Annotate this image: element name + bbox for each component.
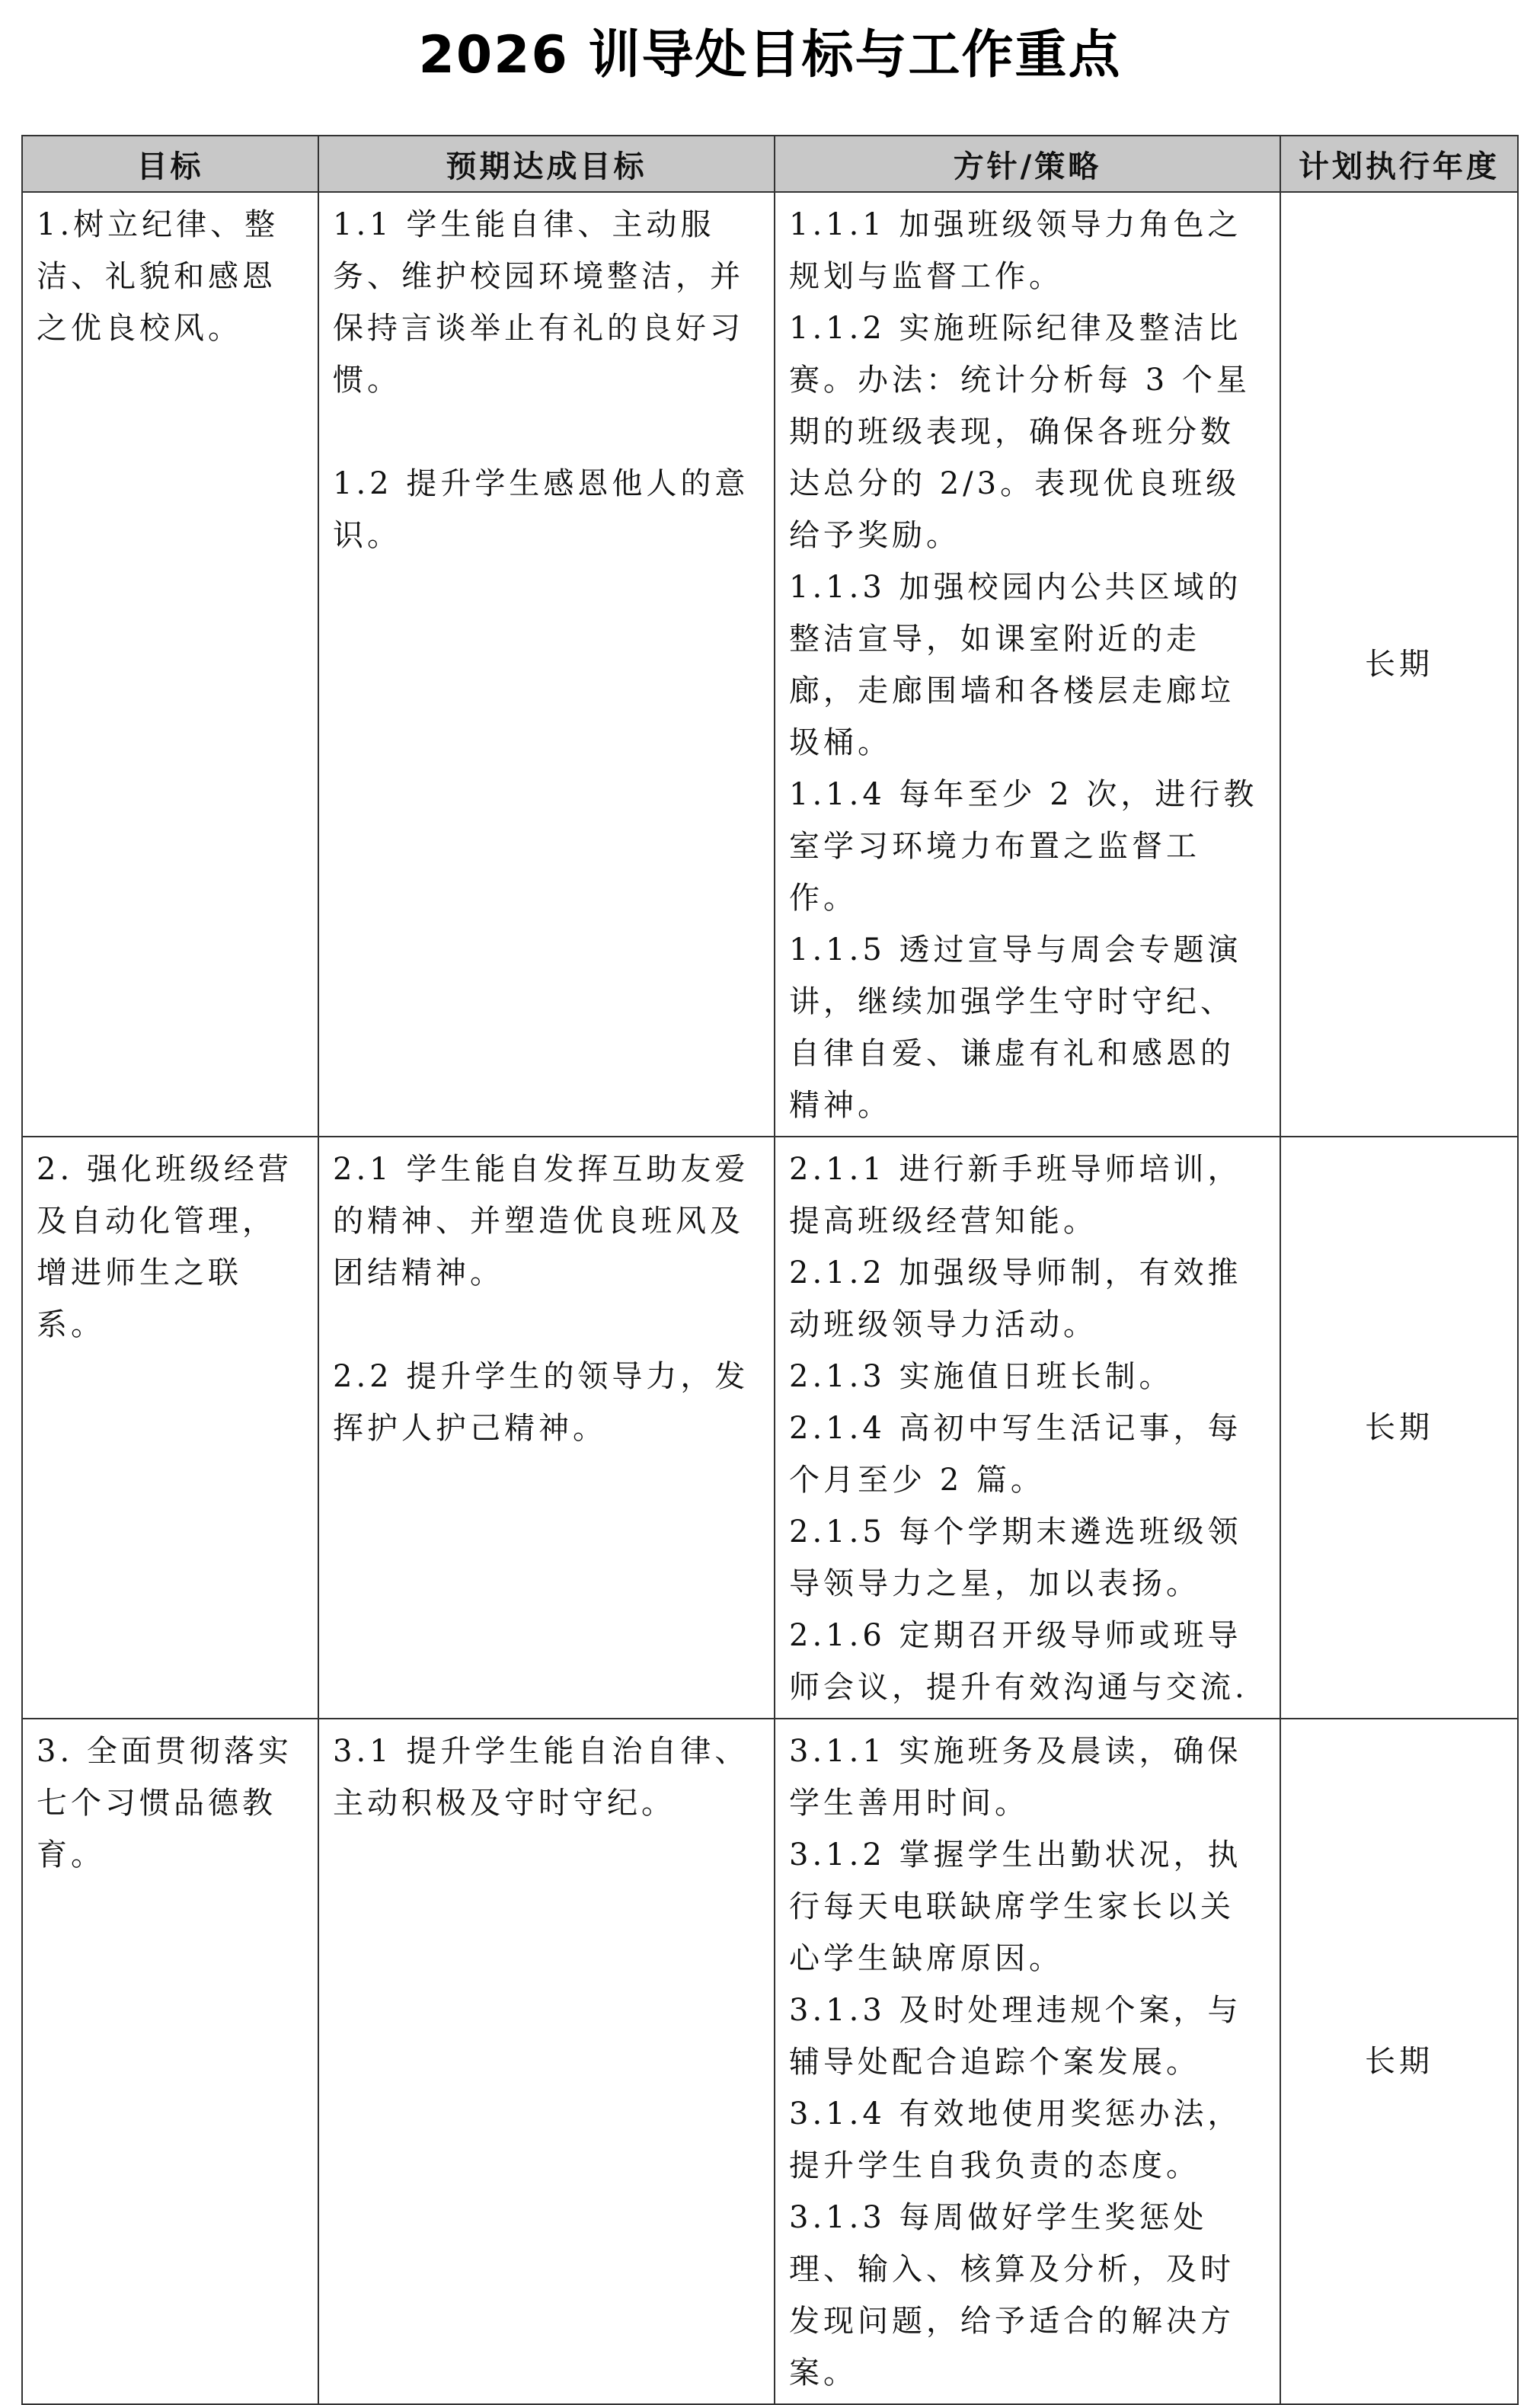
strategy-item: 1.1.1 加强班级领导力角色之规划与监督工作。 [789, 207, 1242, 294]
strategy-item: 2.1.4 高初中写生活记事，每个月至少 2 篇。 [789, 1411, 1242, 1498]
strategy-item: 3.1.2 掌握学生出勤状况，执行每天电联缺席学生家长以关心学生缺席原因。 [789, 1837, 1242, 1976]
strategy-item: 3.1.1 实施班务及晨读，确保学生善用时间。 [789, 1734, 1242, 1821]
expected-cell [318, 1719, 775, 2404]
strategy-item: 3.1.4 有效地使用奖惩办法，提升学生自我负责的态度。 [789, 2096, 1242, 2183]
goals-table [21, 135, 1519, 2405]
strategy-item: 1.1.5 透过宣导与周会专题演讲，继续加强学生守时守纪、自律自爱、谦虚有礼和感恩的精神。 [789, 932, 1242, 1123]
strategy-item: 2.1.3 实施值日班长制。 [789, 1359, 1174, 1394]
header-year: 计划执行年度 [1280, 136, 1518, 192]
expected-item: 3.1 提升学生能自治自律、主动积极及守时守纪。 [333, 1734, 749, 1821]
strategy-item: 3.1.3 及时处理违规个案，与辅导处配合追踪个案发展。 [789, 1993, 1242, 2080]
goal-text: 1.树立纪律、整洁、礼貌和感恩之优良校风。 [37, 207, 280, 346]
strategy-item: 2.1.2 加强级导师制，有效推动班级领导力活动。 [789, 1255, 1242, 1342]
table-row [22, 192, 1518, 1137]
table-header-row [22, 136, 1518, 192]
strategy-cell [775, 1719, 1280, 2404]
expected-cell [318, 1137, 775, 1719]
goal-text: 2. 强化班级经营及自动化管理，增进师生之联系。 [37, 1152, 292, 1342]
table-row [22, 1137, 1518, 1719]
header-strategy: 方针/策略 [775, 136, 1280, 192]
strategy-cell [775, 1137, 1280, 1719]
strategy-item: 2.1.1 进行新手班导师培训，提高班级经营知能。 [789, 1152, 1242, 1239]
goal-cell [22, 1137, 318, 1719]
strategy-item: 3.1.3 每周做好学生奖惩处理、输入、核算及分析，及时发现问题，给予适合的解决方案。 [789, 2200, 1235, 2391]
strategy-cell [775, 192, 1280, 1137]
strategy-item: 2.1.6 定期召开级导师或班导师会议，提升有效沟通与交流. [789, 1618, 1248, 1705]
strategy-item: 1.1.4 每年至少 2 次，进行教室学习环境力布置之监督工作。 [789, 777, 1258, 916]
expected-item: 1.2 提升学生感恩他人的意识。 [333, 466, 749, 553]
strategy-item: 2.1.5 每个学期末遴选班级领导领导力之星，加以表扬。 [789, 1514, 1242, 1601]
expected-cell [318, 192, 775, 1137]
expected-item: 2.1 学生能自发挥互助友爱的精神、并塑造优良班风及团结精神。 [333, 1152, 749, 1290]
table-row [22, 1719, 1518, 2404]
goal-text: 3. 全面贯彻落实七个习惯品德教育。 [37, 1734, 292, 1873]
year-cell: 长期 [1280, 192, 1518, 1137]
goal-cell [22, 1719, 318, 2404]
strategy-item: 1.1.3 加强校园内公共区域的整洁宣导，如课室附近的走廊，走廊围墙和各楼层走廊垃圾桶。 [789, 570, 1242, 760]
header-expected: 预期达成目标 [318, 136, 775, 192]
goal-cell [22, 192, 318, 1137]
year-cell: 长期 [1280, 1719, 1518, 2404]
expected-item: 1.1 学生能自律、主动服务、维护校园环境整洁，并保持言谈举止有礼的良好习惯。 [333, 207, 744, 398]
strategy-item: 1.1.2 实施班际纪律及整洁比赛。办法：统计分析每 3 个星期的班级表现，确保各班分数达总分的 2/3。表现优良班级给予奖励。 [789, 311, 1251, 553]
page-title: 2026 训导处目标与工作重点 [418, 25, 1122, 85]
header-goal: 目标 [22, 136, 318, 192]
year-cell: 长期 [1280, 1137, 1518, 1719]
expected-item: 2.2 提升学生的领导力，发挥护人护己精神。 [333, 1359, 749, 1446]
